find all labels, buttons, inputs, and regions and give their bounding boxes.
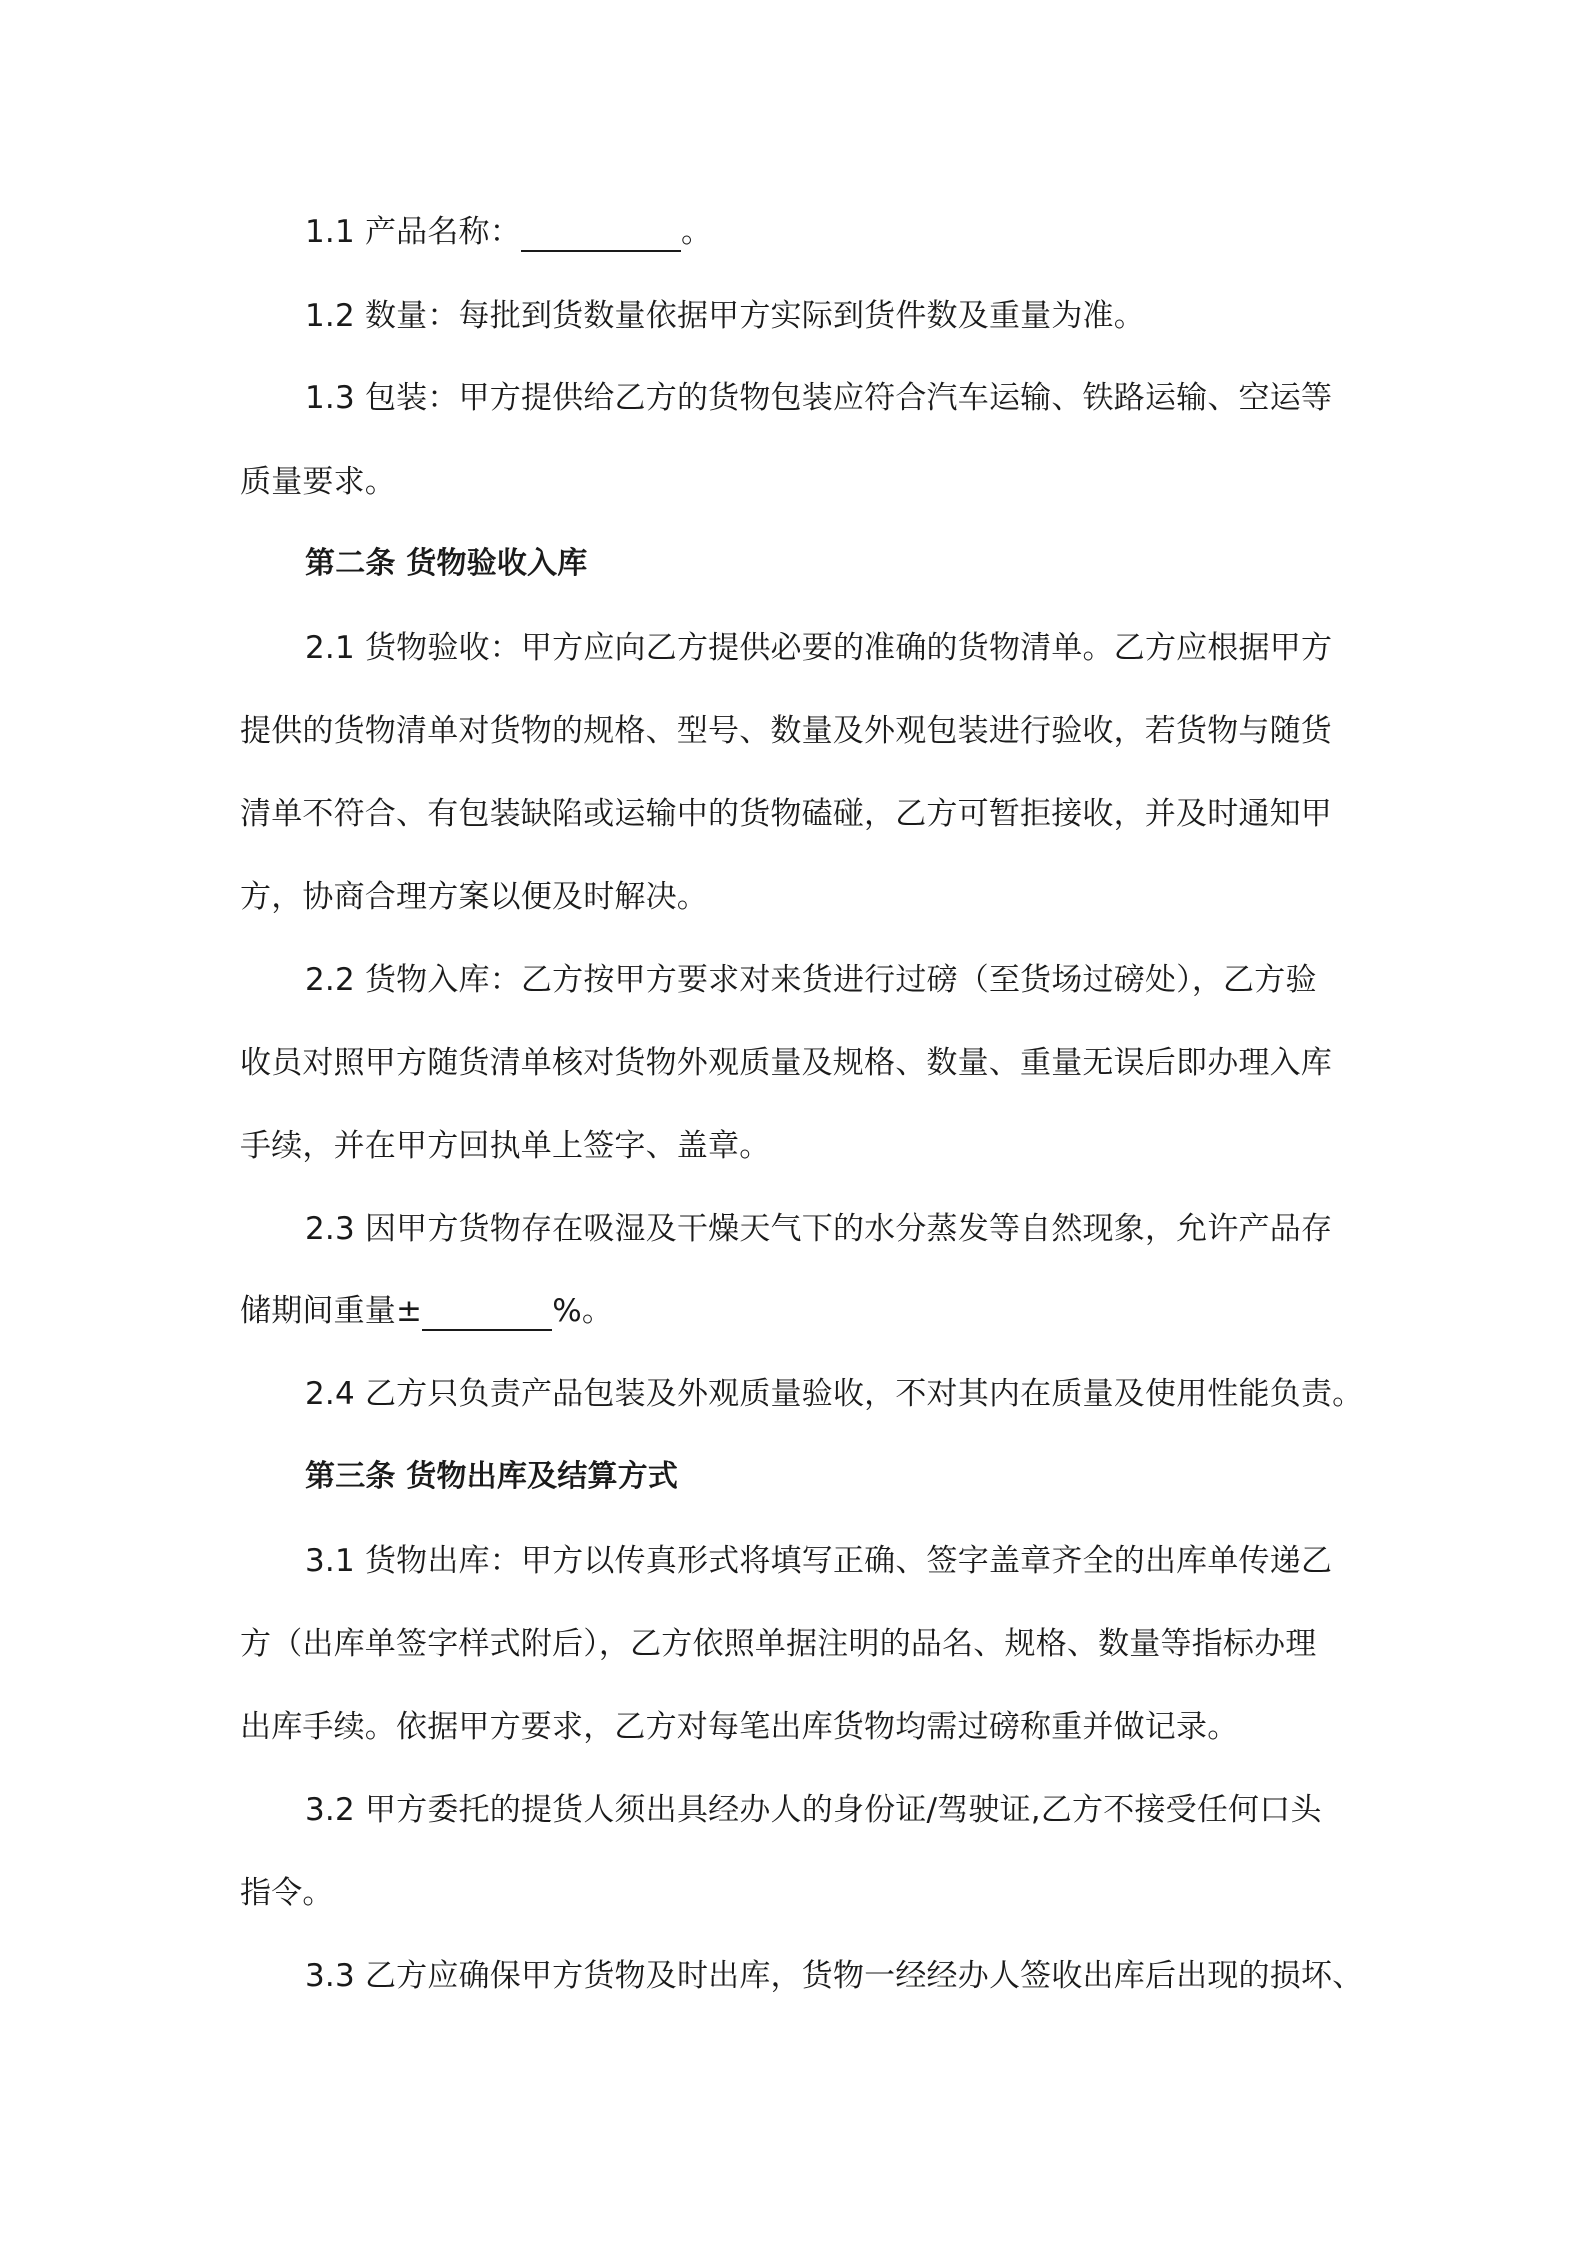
item-2-1-line-3: 清单不符合、有包装缺陷或运输中的货物磕碰，乙方可暂拒接收，并及时通知甲 <box>240 796 1332 832</box>
item-1-1-text: 1.1 产品名称： <box>305 214 521 250</box>
item-2-1-line-2: 提供的货物清单对货物的规格、型号、数量及外观包装进行验收，若货物与随货 <box>240 713 1332 749</box>
item-1-1-suffix: 。 <box>680 214 713 250</box>
item-3-2-line-2: 指令。 <box>240 1875 334 1911</box>
item-2-3-line-2-text: 储期间重量± <box>240 1293 423 1329</box>
item-2-1-line-4: 方，协商合理方案以便及时解决。 <box>240 879 708 915</box>
weight-tolerance-blank <box>422 1295 552 1331</box>
item-2-2-line-3: 手续，并在甲方回执单上签字、盖章。 <box>240 1128 771 1164</box>
product-name-blank <box>521 216 681 252</box>
item-3-3-line-1: 3.3 乙方应确保甲方货物及时出库，货物一经经办人签收出库后出现的损坏、 <box>305 1958 1364 1994</box>
item-3-1-line-2: 方（出库单签字样式附后），乙方依照单据注明的品名、规格、数量等指标办理 <box>240 1626 1317 1662</box>
item-2-3-line-2 <box>0 1283 1586 1339</box>
item-2-2-line-1: 2.2 货物入库：乙方按甲方要求对来货进行过磅（至货场过磅处），乙方验 <box>305 962 1317 998</box>
item-1-3-line-2: 质量要求。 <box>240 464 396 500</box>
item-3-1-line-1: 3.1 货物出库：甲方以传真形式将填写正确、签字盖章齐全的出库单传递乙 <box>305 1543 1333 1579</box>
item-3-1-line-3: 出库手续。依据甲方要求，乙方对每笔出库货物均需过磅称重并做记录。 <box>240 1709 1239 1745</box>
item-2-2-line-2: 收员对照甲方随货清单核对货物外观质量及规格、数量、重量无误后即办理入库 <box>240 1045 1332 1081</box>
item-1-2: 1.2 数量：每批到货数量依据甲方实际到货件数及重量为准。 <box>305 298 1145 334</box>
item-3-2-line-1: 3.2 甲方委托的提货人须出具经办人的身份证/驾驶证,乙方不接受任何口头 <box>305 1792 1322 1828</box>
item-2-4: 2.4 乙方只负责产品包装及外观质量验收，不对其内在质量及使用性能负责。 <box>305 1376 1364 1412</box>
article-2-heading: 第二条 货物验收入库 <box>305 546 588 581</box>
item-1-1 <box>0 204 1586 260</box>
article-3-heading: 第三条 货物出库及结算方式 <box>305 1459 679 1494</box>
item-2-1-line-1: 2.1 货物验收：甲方应向乙方提供必要的准确的货物清单。乙方应根据甲方 <box>305 630 1333 666</box>
item-2-3-line-1: 2.3 因甲方货物存在吸湿及干燥天气下的水分蒸发等自然现象，允许产品存 <box>305 1211 1333 1247</box>
item-2-3-line-2-suffix: %。 <box>552 1293 614 1329</box>
item-1-3-line-1: 1.3 包装：甲方提供给乙方的货物包装应符合汽车运输、铁路运输、空运等 <box>305 380 1333 416</box>
